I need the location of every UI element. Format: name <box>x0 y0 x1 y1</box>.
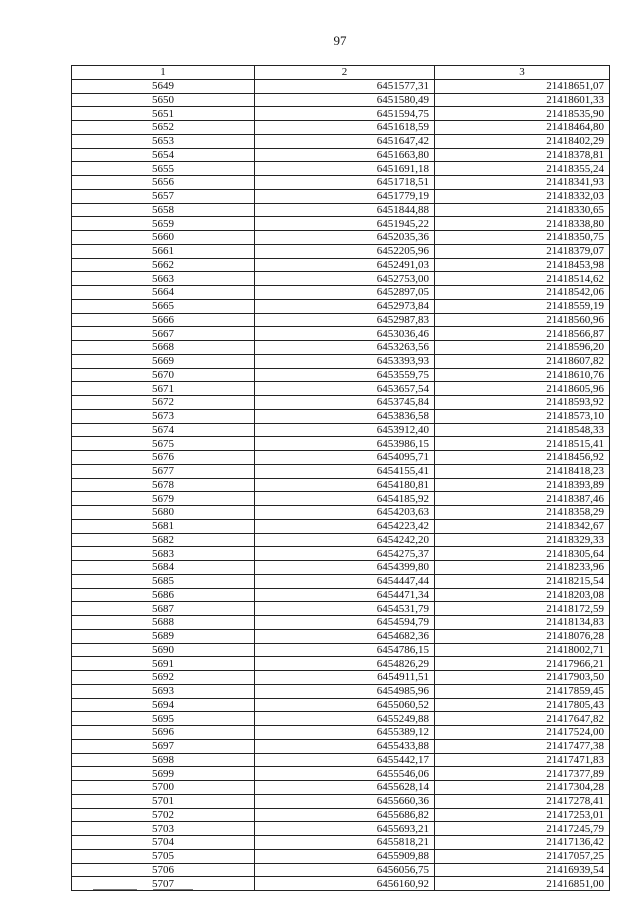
point-number: 5699 <box>72 767 255 781</box>
column-header-1: 1 <box>72 66 255 80</box>
point-number: 5668 <box>72 341 255 355</box>
coordinate-x: 6452753,00 <box>255 272 435 286</box>
table-row <box>72 244 610 258</box>
coordinate-x: 6454185,92 <box>255 492 435 506</box>
page-number: 97 <box>333 33 347 48</box>
point-number: 5674 <box>72 423 255 437</box>
coordinate-x: 6453657,54 <box>255 382 435 396</box>
point-number: 5658 <box>72 203 255 217</box>
point-number: 5687 <box>72 602 255 616</box>
point-number: 5676 <box>72 451 255 465</box>
table-row <box>72 134 610 148</box>
coordinate-y: 21418342,67 <box>435 519 610 533</box>
point-number: 5652 <box>72 121 255 135</box>
column-header-3: 3 <box>435 66 610 80</box>
coordinate-x: 6453263,56 <box>255 341 435 355</box>
coordinate-y: 21417805,43 <box>435 698 610 712</box>
coordinate-y: 21418560,96 <box>435 313 610 327</box>
coordinate-y: 21417057,25 <box>435 849 610 863</box>
point-number: 5675 <box>72 437 255 451</box>
coordinate-y: 21418453,98 <box>435 258 610 272</box>
coordinate-y: 21418305,64 <box>435 547 610 561</box>
coordinate-y: 21418332,03 <box>435 189 610 203</box>
coordinate-x: 6456056,75 <box>255 863 435 877</box>
coordinate-y: 21418338,80 <box>435 217 610 231</box>
point-number: 5656 <box>72 176 255 190</box>
point-number: 5694 <box>72 698 255 712</box>
coordinate-y: 21418402,29 <box>435 134 610 148</box>
table-row <box>72 492 610 506</box>
table-row <box>72 533 610 547</box>
coordinate-x: 6452491,03 <box>255 258 435 272</box>
point-number: 5703 <box>72 822 255 836</box>
table-row <box>72 396 610 410</box>
footer-rule-right <box>153 889 193 890</box>
coordinate-x: 6454911,51 <box>255 671 435 685</box>
coordinate-x: 6455818,21 <box>255 836 435 850</box>
table-row <box>72 726 610 740</box>
coordinate-x: 6451647,42 <box>255 134 435 148</box>
coordinate-x: 6454180,81 <box>255 478 435 492</box>
table-row <box>72 409 610 423</box>
coordinate-x: 6454826,29 <box>255 657 435 671</box>
table-row <box>72 341 610 355</box>
table-row <box>72 616 610 630</box>
coordinate-y: 21416851,00 <box>435 877 610 891</box>
coordinate-y: 21418601,33 <box>435 93 610 107</box>
point-number: 5686 <box>72 588 255 602</box>
point-number: 5680 <box>72 506 255 520</box>
point-number: 5670 <box>72 368 255 382</box>
table-row <box>72 79 610 93</box>
coordinate-x: 6451577,31 <box>255 79 435 93</box>
table-header-row <box>72 66 610 80</box>
coordinate-x: 6454786,15 <box>255 643 435 657</box>
coordinate-x: 6452987,83 <box>255 313 435 327</box>
point-number: 5688 <box>72 616 255 630</box>
table-row <box>72 464 610 478</box>
coordinate-y: 21418172,59 <box>435 602 610 616</box>
table-row <box>72 121 610 135</box>
coordinate-y: 21418233,96 <box>435 561 610 575</box>
table-row <box>72 423 610 437</box>
coordinate-x: 6454155,41 <box>255 464 435 478</box>
table-row <box>72 588 610 602</box>
coordinate-y: 21418330,65 <box>435 203 610 217</box>
coordinate-x: 6453912,40 <box>255 423 435 437</box>
coordinate-y: 21418393,89 <box>435 478 610 492</box>
point-number: 5666 <box>72 313 255 327</box>
coordinate-x: 6451844,88 <box>255 203 435 217</box>
coordinate-y: 21418355,24 <box>435 162 610 176</box>
table-row <box>72 602 610 616</box>
coordinate-y: 21418515,41 <box>435 437 610 451</box>
table-row <box>72 629 610 643</box>
coordinate-y: 21418559,19 <box>435 299 610 313</box>
coordinate-y: 21417471,83 <box>435 753 610 767</box>
coordinate-y: 21418542,06 <box>435 286 610 300</box>
point-number: 5659 <box>72 217 255 231</box>
table-row <box>72 657 610 671</box>
table-row <box>72 272 610 286</box>
table-row <box>72 189 610 203</box>
table-row <box>72 753 610 767</box>
coordinate-y: 21418134,83 <box>435 616 610 630</box>
point-number: 5650 <box>72 93 255 107</box>
coordinate-y: 21418076,28 <box>435 629 610 643</box>
coordinate-y: 21418566,87 <box>435 327 610 341</box>
footer-rule-left <box>93 889 137 890</box>
point-number: 5663 <box>72 272 255 286</box>
table-row <box>72 327 610 341</box>
coordinate-x: 6454242,20 <box>255 533 435 547</box>
table-row <box>72 148 610 162</box>
coordinate-x: 6452973,84 <box>255 299 435 313</box>
coordinate-x: 6453393,93 <box>255 354 435 368</box>
coordinate-x: 6454275,37 <box>255 547 435 561</box>
coordinate-y: 21417253,01 <box>435 808 610 822</box>
coordinate-x: 6455628,14 <box>255 781 435 795</box>
table-row <box>72 836 610 850</box>
coordinate-y: 21417304,28 <box>435 781 610 795</box>
coordinate-y: 21418464,80 <box>435 121 610 135</box>
point-number: 5678 <box>72 478 255 492</box>
table-row <box>72 231 610 245</box>
point-number: 5697 <box>72 739 255 753</box>
point-number: 5704 <box>72 836 255 850</box>
point-number: 5671 <box>72 382 255 396</box>
coordinate-x: 6451663,80 <box>255 148 435 162</box>
coordinate-y: 21418350,75 <box>435 231 610 245</box>
coordinate-x: 6453745,84 <box>255 396 435 410</box>
coordinate-y: 21417903,50 <box>435 671 610 685</box>
point-number: 5702 <box>72 808 255 822</box>
coordinate-x: 6452035,36 <box>255 231 435 245</box>
coordinate-x: 6451618,59 <box>255 121 435 135</box>
coordinate-x: 6452897,05 <box>255 286 435 300</box>
coordinate-x: 6454985,96 <box>255 684 435 698</box>
coordinate-x: 6455693,21 <box>255 822 435 836</box>
point-number: 5693 <box>72 684 255 698</box>
coordinate-x: 6454095,71 <box>255 451 435 465</box>
point-number: 5672 <box>72 396 255 410</box>
table-row <box>72 739 610 753</box>
table-row <box>72 671 610 685</box>
coordinate-x: 6454531,79 <box>255 602 435 616</box>
point-number: 5684 <box>72 561 255 575</box>
point-number: 5691 <box>72 657 255 671</box>
table-row <box>72 547 610 561</box>
coordinate-x: 6453836,58 <box>255 409 435 423</box>
table-row <box>72 863 610 877</box>
coordinate-x: 6455546,06 <box>255 767 435 781</box>
point-number: 5707 <box>72 877 255 891</box>
coordinate-y: 21418379,07 <box>435 244 610 258</box>
coordinate-y: 21417966,21 <box>435 657 610 671</box>
coordinate-x: 6453036,46 <box>255 327 435 341</box>
table-row <box>72 781 610 795</box>
point-number: 5662 <box>72 258 255 272</box>
coordinate-x: 6451580,49 <box>255 93 435 107</box>
point-number: 5667 <box>72 327 255 341</box>
point-number: 5705 <box>72 849 255 863</box>
point-number: 5689 <box>72 629 255 643</box>
coordinates-table <box>71 65 610 891</box>
point-number: 5696 <box>72 726 255 740</box>
table-row <box>72 506 610 520</box>
coordinate-y: 21418203,08 <box>435 588 610 602</box>
coordinate-x: 6451779,19 <box>255 189 435 203</box>
point-number: 5695 <box>72 712 255 726</box>
table-row <box>72 574 610 588</box>
table-row <box>72 162 610 176</box>
coordinate-x: 6454203,63 <box>255 506 435 520</box>
table-row <box>72 643 610 657</box>
table-row <box>72 698 610 712</box>
coordinate-y: 21417524,00 <box>435 726 610 740</box>
coordinate-y: 21418514,62 <box>435 272 610 286</box>
coordinate-x: 6454399,80 <box>255 561 435 575</box>
table-row <box>72 808 610 822</box>
table-row <box>72 519 610 533</box>
coordinate-x: 6455060,52 <box>255 698 435 712</box>
coordinate-y: 21418596,20 <box>435 341 610 355</box>
column-header-2: 2 <box>255 66 435 80</box>
coordinate-y: 21417477,38 <box>435 739 610 753</box>
point-number: 5669 <box>72 354 255 368</box>
coordinate-x: 6454471,34 <box>255 588 435 602</box>
point-number: 5654 <box>72 148 255 162</box>
coordinate-x: 6451945,22 <box>255 217 435 231</box>
point-number: 5700 <box>72 781 255 795</box>
point-number: 5690 <box>72 643 255 657</box>
table-row <box>72 437 610 451</box>
point-number: 5660 <box>72 231 255 245</box>
coordinate-y: 21418607,82 <box>435 354 610 368</box>
point-number: 5682 <box>72 533 255 547</box>
table-row <box>72 712 610 726</box>
coordinate-y: 21418651,07 <box>435 79 610 93</box>
coordinate-y: 21418573,10 <box>435 409 610 423</box>
table-row <box>72 822 610 836</box>
coordinate-y: 21417859,45 <box>435 684 610 698</box>
coordinate-y: 21418358,29 <box>435 506 610 520</box>
point-number: 5655 <box>72 162 255 176</box>
point-number: 5683 <box>72 547 255 561</box>
coordinate-y: 21418605,96 <box>435 382 610 396</box>
point-number: 5681 <box>72 519 255 533</box>
point-number: 5651 <box>72 107 255 121</box>
coordinate-x: 6454223,42 <box>255 519 435 533</box>
coordinate-x: 6454447,44 <box>255 574 435 588</box>
table-row <box>72 849 610 863</box>
coordinate-x: 6455909,88 <box>255 849 435 863</box>
point-number: 5653 <box>72 134 255 148</box>
table-row <box>72 258 610 272</box>
point-number: 5649 <box>72 79 255 93</box>
coordinate-y: 21416939,54 <box>435 863 610 877</box>
coordinate-y: 21418215,54 <box>435 574 610 588</box>
coordinate-y: 21418387,46 <box>435 492 610 506</box>
coordinate-y: 21418548,33 <box>435 423 610 437</box>
coordinate-x: 6453559,75 <box>255 368 435 382</box>
point-number: 5677 <box>72 464 255 478</box>
coordinate-x: 6455686,82 <box>255 808 435 822</box>
coordinate-x: 6455660,36 <box>255 794 435 808</box>
coordinate-y: 21418610,76 <box>435 368 610 382</box>
table-row <box>72 561 610 575</box>
coordinate-y: 21418456,92 <box>435 451 610 465</box>
point-number: 5664 <box>72 286 255 300</box>
point-number: 5685 <box>72 574 255 588</box>
table-row <box>72 93 610 107</box>
point-number: 5679 <box>72 492 255 506</box>
coordinate-y: 21418329,33 <box>435 533 610 547</box>
table-row <box>72 217 610 231</box>
coordinate-y: 21418593,92 <box>435 396 610 410</box>
point-number: 5692 <box>72 671 255 685</box>
table-row <box>72 478 610 492</box>
coordinate-y: 21417377,89 <box>435 767 610 781</box>
coordinate-y: 21418535,90 <box>435 107 610 121</box>
coordinate-x: 6452205,96 <box>255 244 435 258</box>
coordinate-x: 6453986,15 <box>255 437 435 451</box>
table-row <box>72 313 610 327</box>
table-row <box>72 176 610 190</box>
coordinate-y: 21417136,42 <box>435 836 610 850</box>
table-row <box>72 767 610 781</box>
point-number: 5698 <box>72 753 255 767</box>
table-row <box>72 299 610 313</box>
coordinate-x: 6455442,17 <box>255 753 435 767</box>
table-row <box>72 354 610 368</box>
table-row <box>72 451 610 465</box>
coordinate-y: 21418341,93 <box>435 176 610 190</box>
point-number: 5665 <box>72 299 255 313</box>
coordinate-x: 6455249,88 <box>255 712 435 726</box>
coordinate-x: 6455389,12 <box>255 726 435 740</box>
table-row <box>72 107 610 121</box>
point-number: 5661 <box>72 244 255 258</box>
coordinate-x: 6451718,51 <box>255 176 435 190</box>
table-row <box>72 368 610 382</box>
coordinate-x: 6455433,88 <box>255 739 435 753</box>
coordinate-x: 6454594,79 <box>255 616 435 630</box>
point-number: 5706 <box>72 863 255 877</box>
table-row <box>72 286 610 300</box>
coordinate-x: 6454682,36 <box>255 629 435 643</box>
table-row <box>72 382 610 396</box>
point-number: 5673 <box>72 409 255 423</box>
coordinate-y: 21418002,71 <box>435 643 610 657</box>
coordinate-x: 6456160,92 <box>255 877 435 891</box>
coordinate-y: 21418378,81 <box>435 148 610 162</box>
coordinate-y: 21417278,41 <box>435 794 610 808</box>
coordinate-y: 21418418,23 <box>435 464 610 478</box>
point-number: 5701 <box>72 794 255 808</box>
coordinate-y: 21417245,79 <box>435 822 610 836</box>
coordinate-y: 21417647,82 <box>435 712 610 726</box>
coordinate-x: 6451594,75 <box>255 107 435 121</box>
coordinate-x: 6451691,18 <box>255 162 435 176</box>
table-row <box>72 794 610 808</box>
table-row <box>72 203 610 217</box>
point-number: 5657 <box>72 189 255 203</box>
table-row <box>72 684 610 698</box>
